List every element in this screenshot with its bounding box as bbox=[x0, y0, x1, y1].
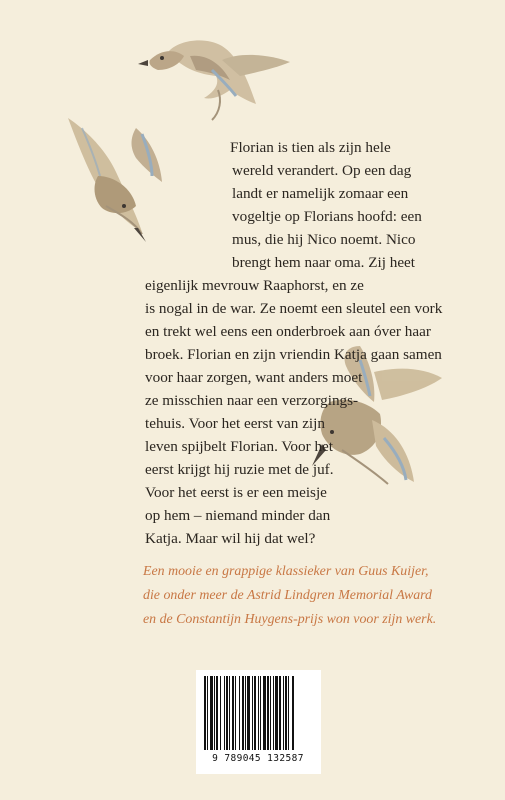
blurb-line: eigenlijk mevrouw Raaphorst, en ze bbox=[145, 277, 364, 294]
barcode-bar bbox=[232, 676, 234, 750]
isbn-number: 9 789045 132587 bbox=[212, 753, 304, 764]
barcode-bar bbox=[245, 676, 246, 750]
barcode-bar bbox=[292, 676, 294, 750]
barcode-bar bbox=[224, 676, 225, 750]
barcode-bar bbox=[283, 676, 284, 750]
blurb-line: Katja. Maar wil hij dat wel? bbox=[145, 530, 316, 547]
barcode-bar bbox=[210, 676, 213, 750]
blurb-line: leven spijbelt Florian. Voor het bbox=[145, 438, 333, 455]
barcode-bar bbox=[263, 676, 266, 750]
sparrow-illustration-top bbox=[138, 40, 290, 120]
barcode-bar bbox=[275, 676, 278, 750]
barcode-bar bbox=[226, 676, 228, 750]
blurb-line: op hem – niemand minder dan bbox=[145, 507, 331, 524]
blurb-line: is nogal in de war. Ze noemt een sleutel een vork bbox=[145, 300, 443, 317]
tagline-line: die onder meer de Astrid Lindgren Memorial Award bbox=[143, 588, 432, 603]
barcode-bar bbox=[273, 676, 274, 750]
barcode-bar bbox=[229, 676, 230, 750]
barcode-bar bbox=[220, 676, 221, 750]
blurb-line: wereld verandert. Op een dag bbox=[232, 162, 412, 179]
sparrow-illustration-left bbox=[68, 118, 162, 242]
barcode-bar bbox=[254, 676, 256, 750]
barcode-bars bbox=[202, 676, 314, 750]
barcode-bar bbox=[288, 676, 289, 750]
blurb-line: en trekt wel eens een onderbroek aan óver haar bbox=[145, 323, 431, 340]
barcode-bar bbox=[252, 676, 253, 750]
barcode-bar bbox=[270, 676, 271, 750]
tagline-line: en de Constantijn Huygens-prijs won voor zijn werk. bbox=[143, 612, 437, 627]
barcode-bar bbox=[216, 676, 218, 750]
barcode-bar bbox=[235, 676, 236, 750]
blurb-line: Voor het eerst is er een meisje bbox=[145, 484, 327, 501]
blurb-line: ze misschien naar een verzorgings- bbox=[145, 392, 359, 409]
barcode-bar bbox=[285, 676, 287, 750]
blurb-line: mus, die hij Nico noemt. Nico bbox=[232, 231, 416, 248]
barcode-bar bbox=[242, 676, 244, 750]
blurb-line: broek. Florian en zijn vriendin Katja gaan samen bbox=[145, 346, 442, 363]
blurb-line: landt er namelijk zomaar een bbox=[232, 185, 409, 202]
barcode-bar bbox=[258, 676, 259, 750]
blurb-line: brengt hem naar oma. Zij heet bbox=[232, 254, 416, 271]
tagline-line: Een mooie en grappige klassieker van Guus Kuijer, bbox=[143, 564, 429, 579]
barcode-bar bbox=[207, 676, 208, 750]
barcode-bar bbox=[260, 676, 261, 750]
barcode-bar bbox=[214, 676, 215, 750]
barcode-bar bbox=[279, 676, 281, 750]
barcode-bar bbox=[267, 676, 269, 750]
barcode-bar bbox=[204, 676, 206, 750]
isbn-barcode bbox=[196, 670, 321, 774]
blurb-line: Florian is tien als zijn hele bbox=[230, 139, 391, 156]
blurb-line: voor haar zorgen, want anders moet bbox=[145, 369, 363, 386]
blurb-line: tehuis. Voor het eerst van zijn bbox=[145, 415, 325, 432]
blurb-line: eerst krijgt hij ruzie met de juf. bbox=[145, 461, 334, 478]
barcode-bar bbox=[247, 676, 250, 750]
blurb-line: vogeltje op Florians hoofd: een bbox=[232, 208, 422, 225]
barcode-bar bbox=[239, 676, 240, 750]
